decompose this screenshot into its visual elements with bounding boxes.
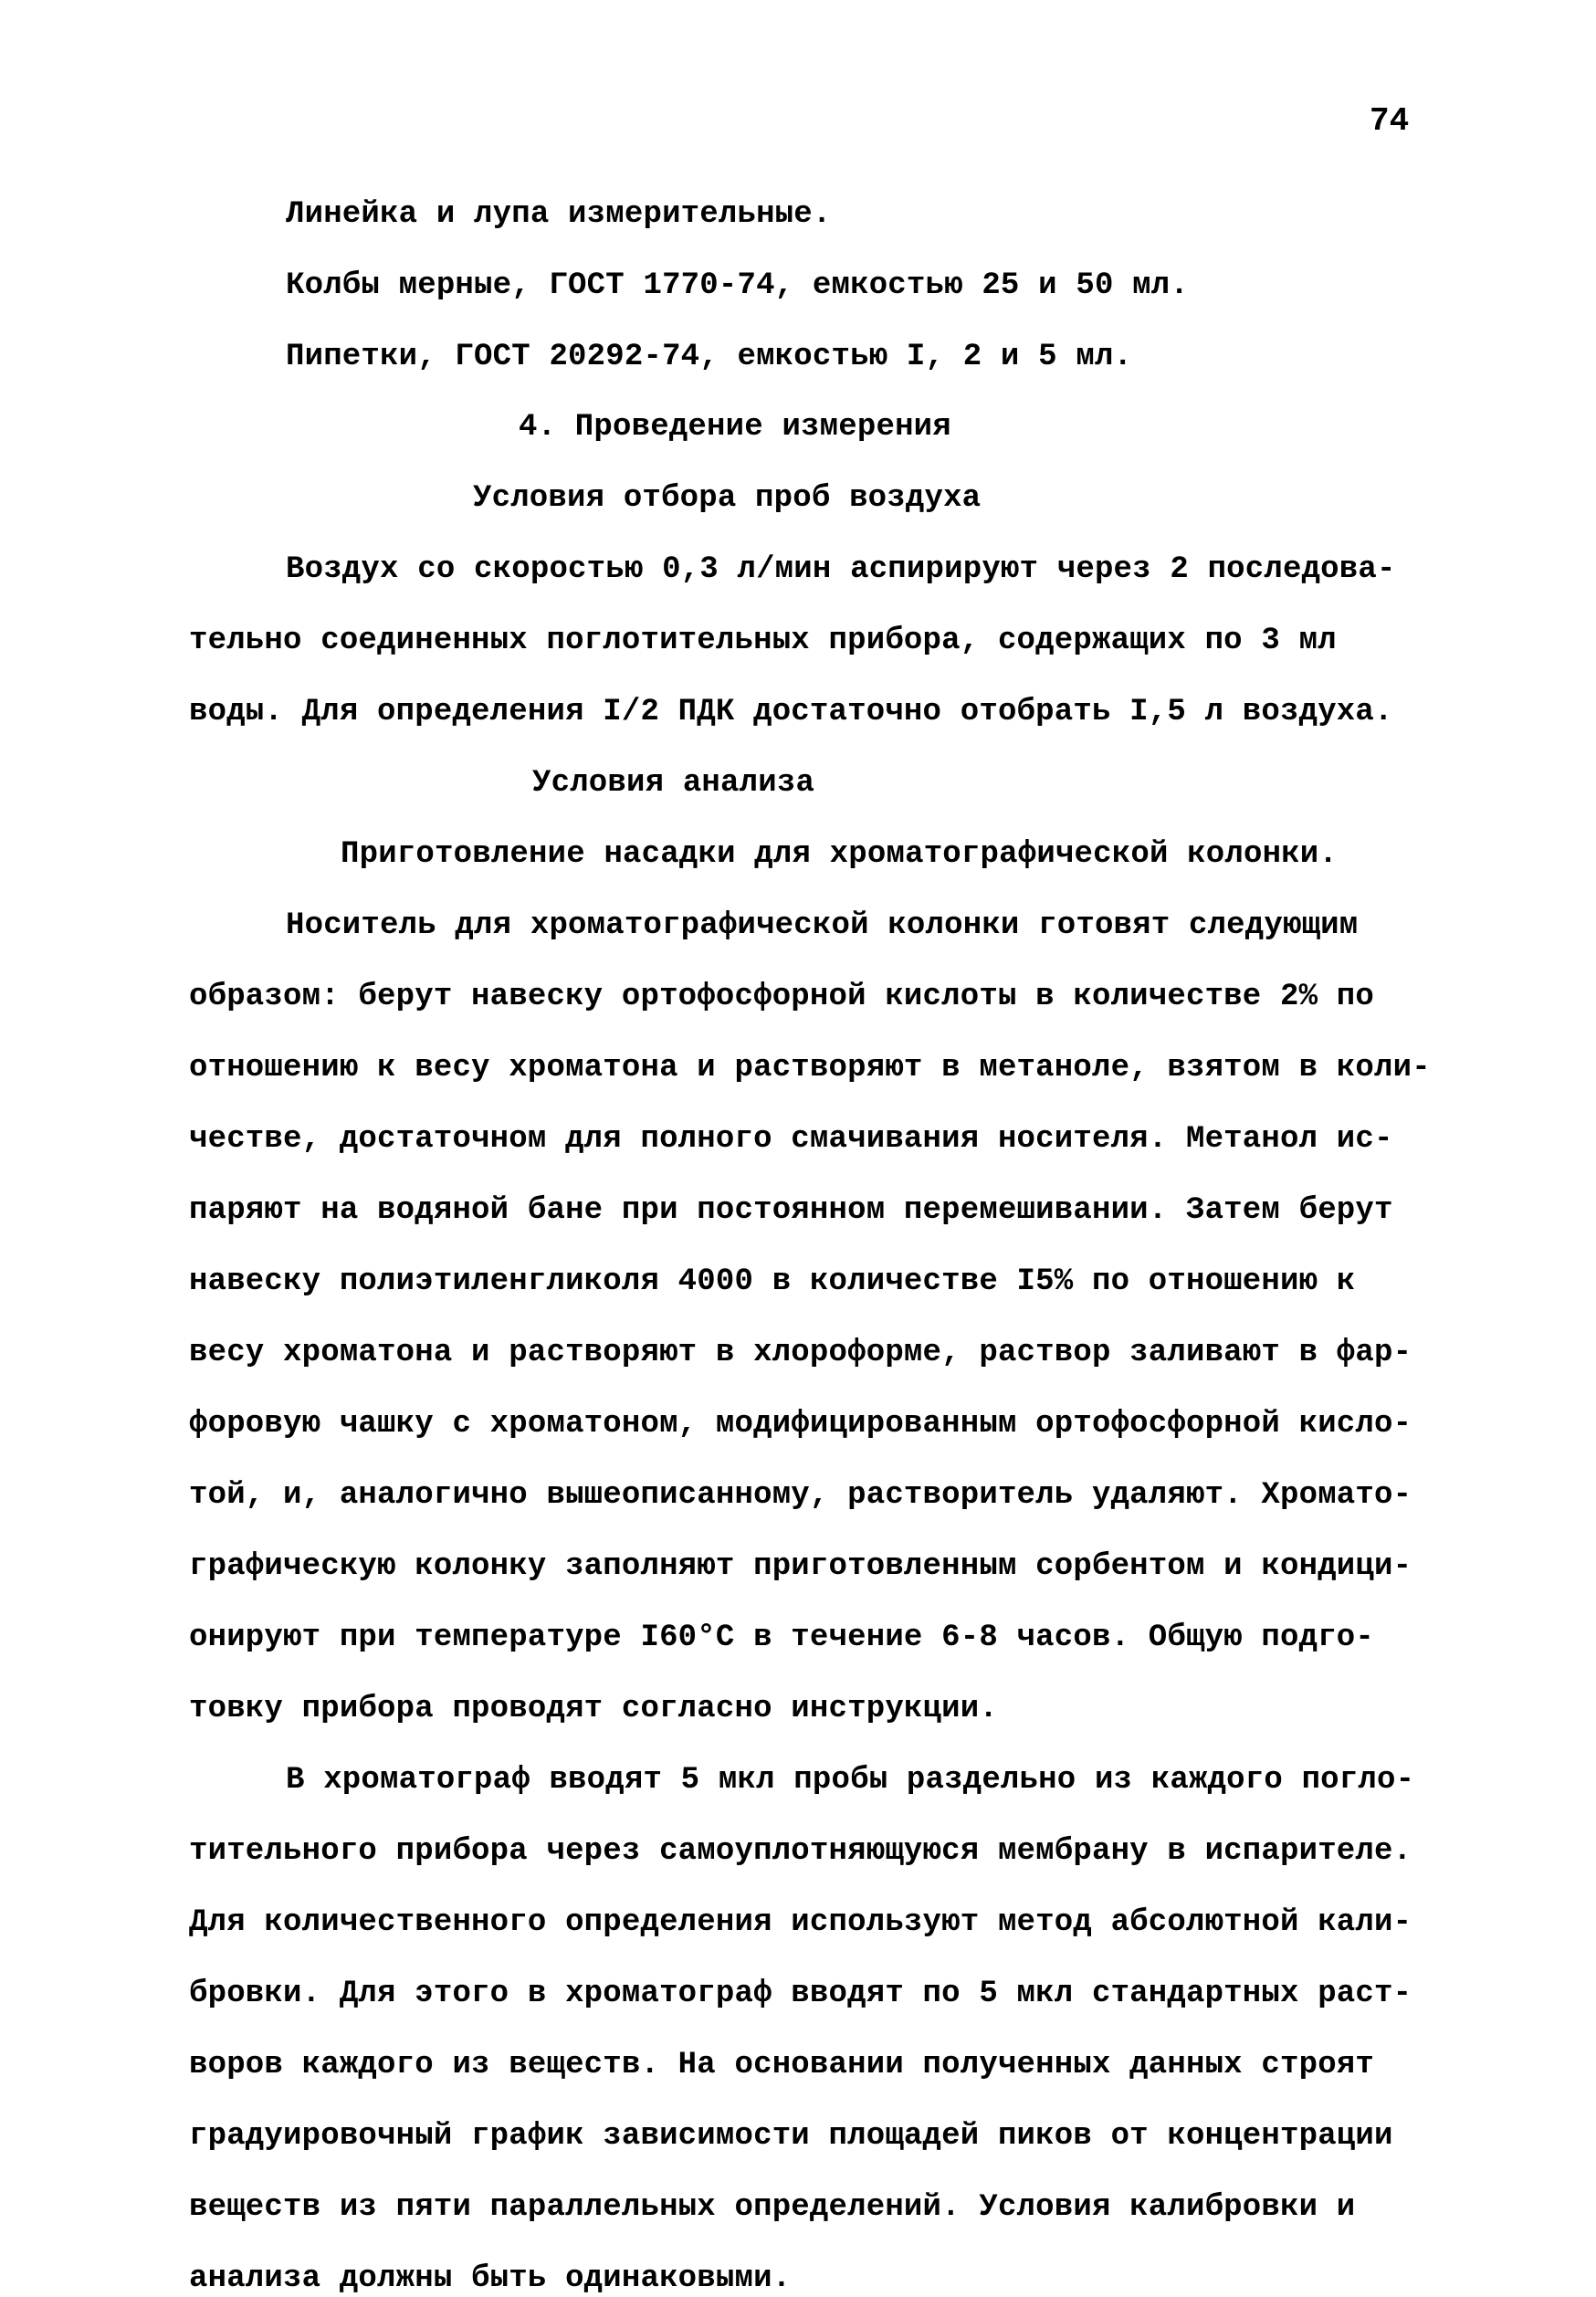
paragraph-line: форовую чашку с хроматоном, модифицированным ортофосфорной кисло- <box>189 1407 1412 1442</box>
paragraph-line: Воздух со скоростью 0,3 л/мин аспирируют через 2 последова- <box>286 552 1396 587</box>
equipment-line: Колбы мерные, ГОСТ 1770-74, емкостью 25 и 50 мл. <box>286 268 1189 303</box>
paragraph-line: бровки. Для этого в хроматограф вводят по 5 мкл стандартных раст- <box>189 1977 1412 2011</box>
paragraph-line: веществ из пяти параллельных определений. Условия калибровки и <box>189 2190 1356 2225</box>
paragraph-line: честве, достаточном для полного смачивания носителя. Метанол ис- <box>189 1122 1393 1157</box>
section-title: 4. Проведение измерения <box>519 410 951 445</box>
equipment-line: Линейка и лупа измерительные. <box>286 197 832 232</box>
paragraph-line: тительного прибора через самоуплотняющуюся мембрану в испарителе. <box>189 1834 1412 1869</box>
paragraph-line: воды. Для определения I/2 ПДК достаточно отобрать I,5 л воздуха. <box>189 695 1393 729</box>
paragraph-line: онируют при температуре I60°С в течение 6-8 часов. Общую подго- <box>189 1620 1375 1655</box>
paragraph-line: Носитель для хроматографической колонки готовят следующим <box>286 908 1359 943</box>
paragraph-line: весу хроматона и растворяют в хлороформе, раствор заливают в фар- <box>189 1336 1412 1370</box>
subsection-title-analysis: Условия анализа <box>532 766 815 801</box>
subsubsection-title-packing: Приготовление насадки для хроматографической колонки. <box>341 837 1338 872</box>
subsection-title-sampling: Условия отбора проб воздуха <box>473 481 982 516</box>
paragraph-line: отношению к весу хроматона и растворяют в метаноле, взятом в коли- <box>189 1051 1431 1086</box>
paragraph-line: воров каждого из веществ. На основании полученных данных строят <box>189 2048 1375 2082</box>
paragraph-line: образом: берут навеску ортофосфорной кислоты в количестве 2% по <box>189 980 1375 1014</box>
paragraph-line: анализа должны быть одинаковыми. <box>189 2261 792 2296</box>
paragraph-line: графическую колонку заполняют приготовленным сорбентом и кондици- <box>189 1549 1412 1584</box>
paragraph-line: паряют на водяной бане при постоянном перемешивании. Затем берут <box>189 1193 1393 1228</box>
equipment-line: Пипетки, ГОСТ 20292-74, емкостью I, 2 и 5 мл. <box>286 340 1133 374</box>
page-number: 74 <box>1370 102 1410 140</box>
paragraph-line: Для количественного определения используют метод абсолютной кали- <box>189 1905 1412 1940</box>
paragraph-line: товку прибора проводят согласно инструкции. <box>189 1692 998 1726</box>
paragraph-line: тельно соединенных поглотительных прибора, содержащих по 3 мл <box>189 624 1337 658</box>
paragraph-line: В хроматограф вводят 5 мкл пробы раздельно из каждого погло- <box>286 1763 1415 1798</box>
paragraph-line: навеску полиэтиленгликоля 4000 в количестве I5% по отношению к <box>189 1264 1356 1299</box>
paragraph-line: той, и, аналогично вышеописанному, растворитель удаляют. Хромато- <box>189 1478 1412 1513</box>
paragraph-line: градуировочный график зависимости площадей пиков от концентрации <box>189 2119 1393 2154</box>
